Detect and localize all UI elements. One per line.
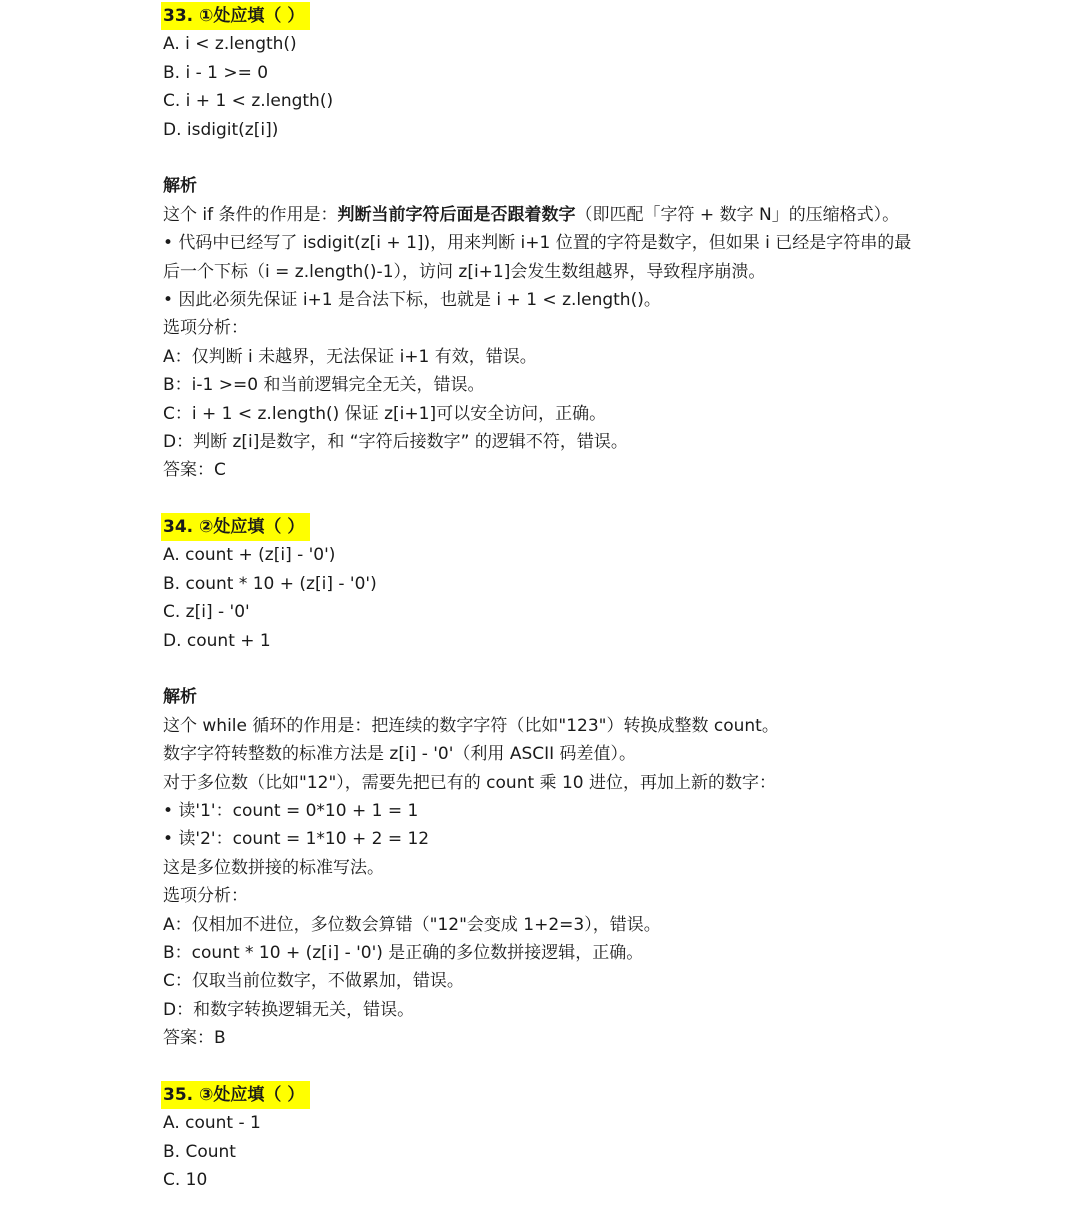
- q34-analysis-heading: 解析: [163, 687, 197, 708]
- q34-option-b: B. count * 10 + (z[i] - '0'): [163, 573, 377, 594]
- q35-option-c: C. 10: [163, 1170, 208, 1191]
- q34-option-a: A. count + (z[i] - '0'): [163, 545, 336, 566]
- q33-option-c: C. i + 1 < z.length(): [163, 91, 334, 112]
- question-34: [163, 513, 923, 541]
- spacer: [163, 655, 923, 683]
- q34-analysis-d: D：和数字转换逻辑无关，错误。: [163, 999, 415, 1020]
- q34-line-6: 这是多位数拼接的标准写法。: [163, 857, 384, 878]
- q33-analysis-heading: 解析: [163, 176, 197, 197]
- q34-line-1: 这个 while 循环的作用是：把连续的数字字符（比如"123"）转换成整数 count。: [163, 715, 779, 736]
- q34-line-5: • 读'2'：count = 1*10 + 2 = 12: [163, 829, 430, 850]
- q34-answer: 答案：B: [163, 1028, 226, 1049]
- q34-option-d: D. count + 1: [163, 630, 271, 651]
- q33-option-d: D. isdigit(z[i]): [163, 119, 279, 140]
- spacer: [163, 1053, 923, 1081]
- q33-analysis-c: C：i + 1 < z.length() 保证 z[i+1]可以安全访问，正确。: [163, 403, 607, 424]
- q33-para1-post: （即匹配「字符 + 数字 N」的压缩格式）。: [575, 204, 900, 225]
- q35-option-a: A. count - 1: [163, 1113, 261, 1134]
- spacer: [163, 485, 923, 513]
- question-35: [163, 1081, 923, 1109]
- q33-analysis-d: D：判断 z[i]是数字，和 “字符后接数字” 的逻辑不符，错误。: [163, 431, 628, 452]
- q34-analysis-a: A：仅相加不进位，多位数会算错（"12"会变成 1+2=3），错误。: [163, 914, 661, 935]
- spacer: [163, 144, 923, 172]
- q33-options-analysis-label: 选项分析：: [163, 318, 248, 339]
- question-35-title: 35. ③处应填（ ）: [161, 1081, 310, 1109]
- q33-analysis-a: A：仅判断 i 未越界，无法保证 i+1 有效，错误。: [163, 346, 537, 367]
- q34-line-2: 数字字符转整数的标准方法是 z[i] - '0'（利用 ASCII 码差值）。: [163, 744, 637, 765]
- q33-bullet-1: • 代码中已经写了 isdigit(z[i + 1])，用来判断 i+1 位置的字符是数字，但如果 i 已经是字符串的最后一个下标（i = z.length()-1），访问 z[i+1]会发生数组越界，导致程序崩溃。: [163, 233, 912, 282]
- question-33: [163, 2, 923, 30]
- q34-line-3: 对于多位数（比如"12"），需要先把已有的 count 乘 10 进位，再加上新的数字：: [163, 772, 776, 793]
- q34-line-4: • 读'1'：count = 0*10 + 1 = 1: [163, 800, 419, 821]
- q33-para1-bold: 判断当前字符后面是否跟着数字: [337, 204, 576, 225]
- question-33-title: 33. ①处应填（ ）: [161, 2, 310, 30]
- question-34-title: 34. ②处应填（ ）: [161, 513, 310, 541]
- q34-options-analysis-label: 选项分析：: [163, 886, 248, 907]
- q33-option-a: A. i < z.length(): [163, 34, 297, 55]
- q35-option-b: B. Count: [163, 1141, 236, 1162]
- document-page: [163, 0, 923, 1194]
- q33-answer: 答案：C: [163, 460, 226, 481]
- q33-para1-pre: 这个 if 条件的作用是：: [163, 204, 338, 225]
- q33-analysis-b: B：i-1 >=0 和当前逻辑完全无关，错误。: [163, 375, 485, 396]
- q33-bullet-2: • 因此必须先保证 i+1 是合法下标，也就是 i + 1 < z.length()。: [163, 289, 661, 310]
- q34-analysis-b: B：count * 10 + (z[i] - '0') 是正确的多位数拼接逻辑，正确。: [163, 942, 644, 963]
- q33-paragraph-1: [163, 201, 923, 229]
- q33-option-b: B. i - 1 >= 0: [163, 62, 269, 83]
- q34-analysis-c: C：仅取当前位数字，不做累加，错误。: [163, 971, 464, 992]
- q34-option-c: C. z[i] - '0': [163, 602, 250, 623]
